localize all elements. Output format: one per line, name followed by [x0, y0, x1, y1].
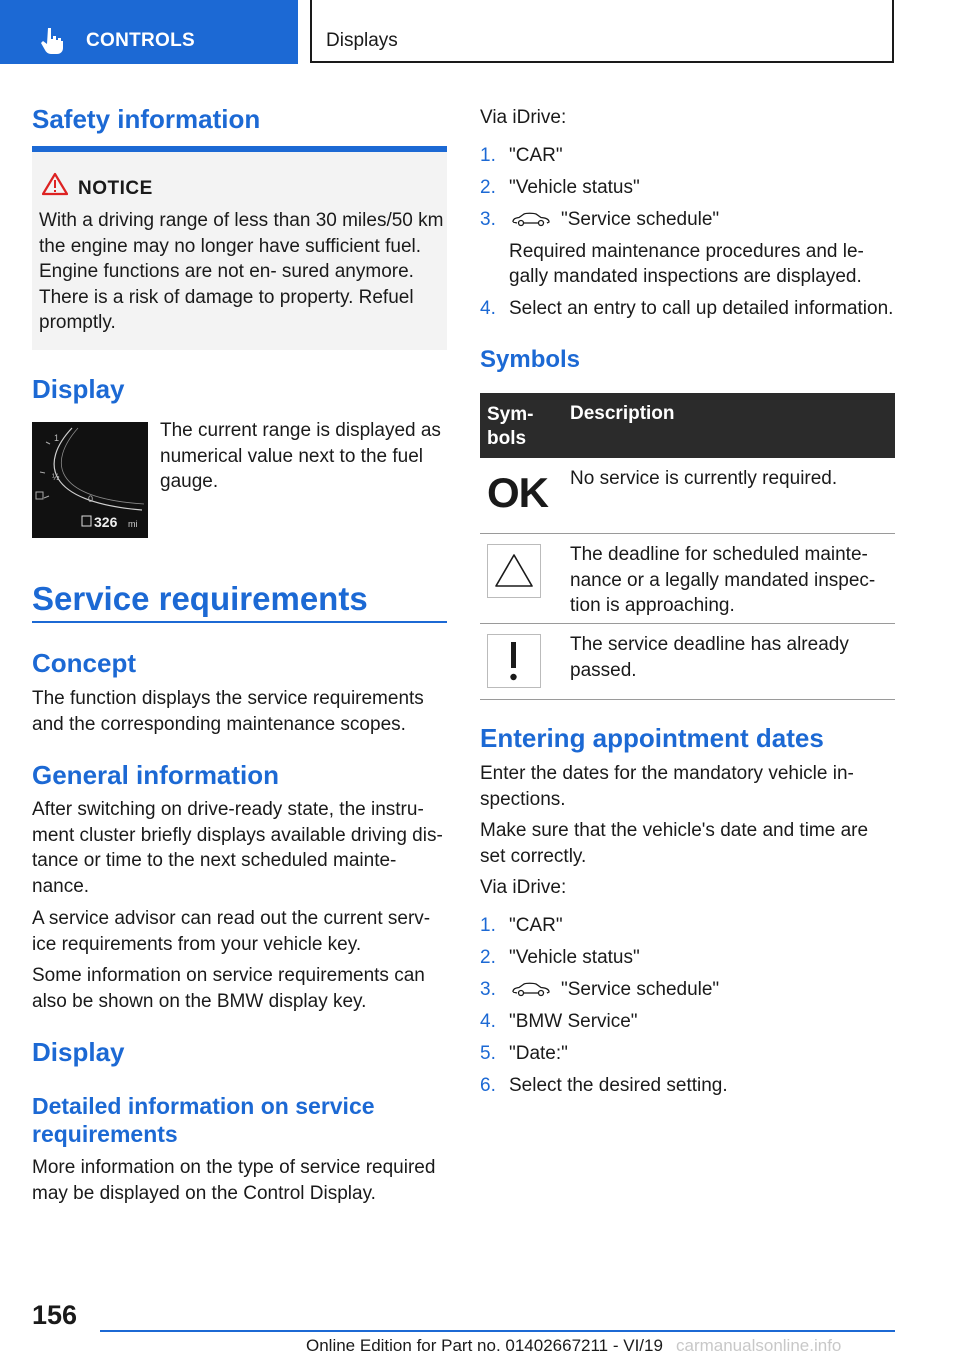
column-header-description: Description [570, 403, 675, 424]
exclamation-icon [487, 634, 541, 688]
notice-body: With a driving range of less than 30 miles/50 km the engine may no longer have sufficient fuel. Engine functions are not en‐ sured anymore. There is a risk of damage to property. Refuel promptly. [39, 210, 444, 333]
page-number: 156 [32, 1300, 78, 1330]
list-item: 5. "Date:" [480, 1043, 568, 1064]
general-heading: General information [32, 760, 280, 790]
list-item: 6. Select the desired setting. [480, 1075, 728, 1096]
display2-heading: Display [32, 1037, 125, 1067]
section-label: Displays [326, 30, 398, 51]
display-text: The current range is displayed as numerical value next to the fuel gauge. [160, 420, 441, 492]
ok-icon: OK [487, 469, 548, 516]
notice-title: NOTICE [78, 178, 153, 199]
detail-heading: Detailed information on service requirements [32, 1093, 375, 1147]
section-header [310, 0, 894, 63]
appointment-steps [480, 913, 895, 1099]
step-subtext: Required maintenance procedures and le‐ gally mandated inspections are displayed. [509, 240, 864, 287]
fuel-gauge-graphic [32, 422, 148, 538]
chapter-tab[interactable] [0, 0, 298, 64]
list-item: 3. "Service schedule" Required maintenance procedures and le‐ gally mandated inspections are displayed. [480, 207, 895, 290]
via-idrive-label: Via iDrive: [480, 107, 567, 128]
list-item: 2. "Vehicle status" [480, 947, 640, 968]
fuel-gauge-image [32, 422, 148, 538]
chapter-label: CONTROLS [86, 30, 196, 51]
concept-heading: Concept [32, 648, 136, 678]
appointments-heading: Entering appointment dates [480, 723, 824, 753]
table-row [480, 624, 895, 700]
detail-text: More information on the type of service required may be displayed on the Control Display. [32, 1157, 436, 1204]
row-description: The deadline for scheduled mainte‐ nance or a legally mandated inspec‐ tion is approaching. [570, 544, 876, 616]
display-heading: Display [32, 374, 125, 404]
car-icon [511, 981, 551, 997]
car-icon [511, 211, 551, 227]
table-row [480, 534, 895, 624]
warning-triangle-icon [42, 172, 68, 196]
gauge-range-value: 326 [94, 514, 118, 530]
safety-heading: Safety information [32, 104, 261, 134]
general-text-3: Some information on service requirements can also be shown on the BMW display key. [32, 965, 425, 1012]
gauge-mark-empty: 0 [88, 494, 94, 504]
table-row [480, 458, 895, 534]
list-item: 1. "CAR" [480, 915, 563, 936]
row-description: No service is currently required. [570, 468, 838, 489]
symbols-table [480, 393, 895, 700]
symbols-heading: Symbols [480, 346, 581, 373]
warning-triangle-icon [487, 544, 541, 598]
via-idrive-label-2: Via iDrive: [480, 877, 567, 898]
service-heading-rule [32, 621, 447, 623]
general-text-2: A service advisor can read out the current serv‐ ice requirements from your vehicle key. [32, 908, 431, 955]
list-item: 4. "BMW Service" [480, 1011, 638, 1032]
list-item: 4. Select an entry to call up detailed information. [480, 298, 894, 319]
list-item: 1. "CAR" [480, 145, 563, 166]
row-description: The service deadline has already passed. [570, 634, 849, 681]
appointments-text-1: Enter the dates for the mandatory vehicle in‐ spections. [480, 763, 854, 810]
notice-box [32, 146, 447, 350]
list-item: 2. "Vehicle status" [480, 177, 640, 198]
hand-pointer-icon [40, 26, 66, 54]
service-heading: Service requirements [32, 580, 368, 617]
idrive-steps [480, 143, 895, 322]
footer-rule [100, 1330, 895, 1332]
concept-text: The function displays the service requirements and the corresponding maintenance scopes. [32, 688, 424, 735]
column-header-symbols: Sym‐ bols [487, 404, 534, 449]
gauge-mark-full: 1 [54, 433, 60, 443]
gauge-range-unit: mi [128, 519, 138, 529]
footer-watermark: carmanualsonline.info [676, 1336, 842, 1355]
appointments-text-2: Make sure that the vehicle's date and time are set correctly. [480, 820, 869, 867]
footer-edition: Online Edition for Part no. 01402667211 - VI/19 [306, 1336, 663, 1355]
gauge-mark-half: ½ [52, 472, 60, 482]
table-header [480, 393, 895, 458]
list-item: 3. "Service schedule" [480, 979, 720, 1000]
general-text-1: After switching on drive-ready state, the instru‐ ment cluster briefly displays available driving dis‐ tance or time to the next scheduled mainte‐ nance. [32, 799, 443, 897]
